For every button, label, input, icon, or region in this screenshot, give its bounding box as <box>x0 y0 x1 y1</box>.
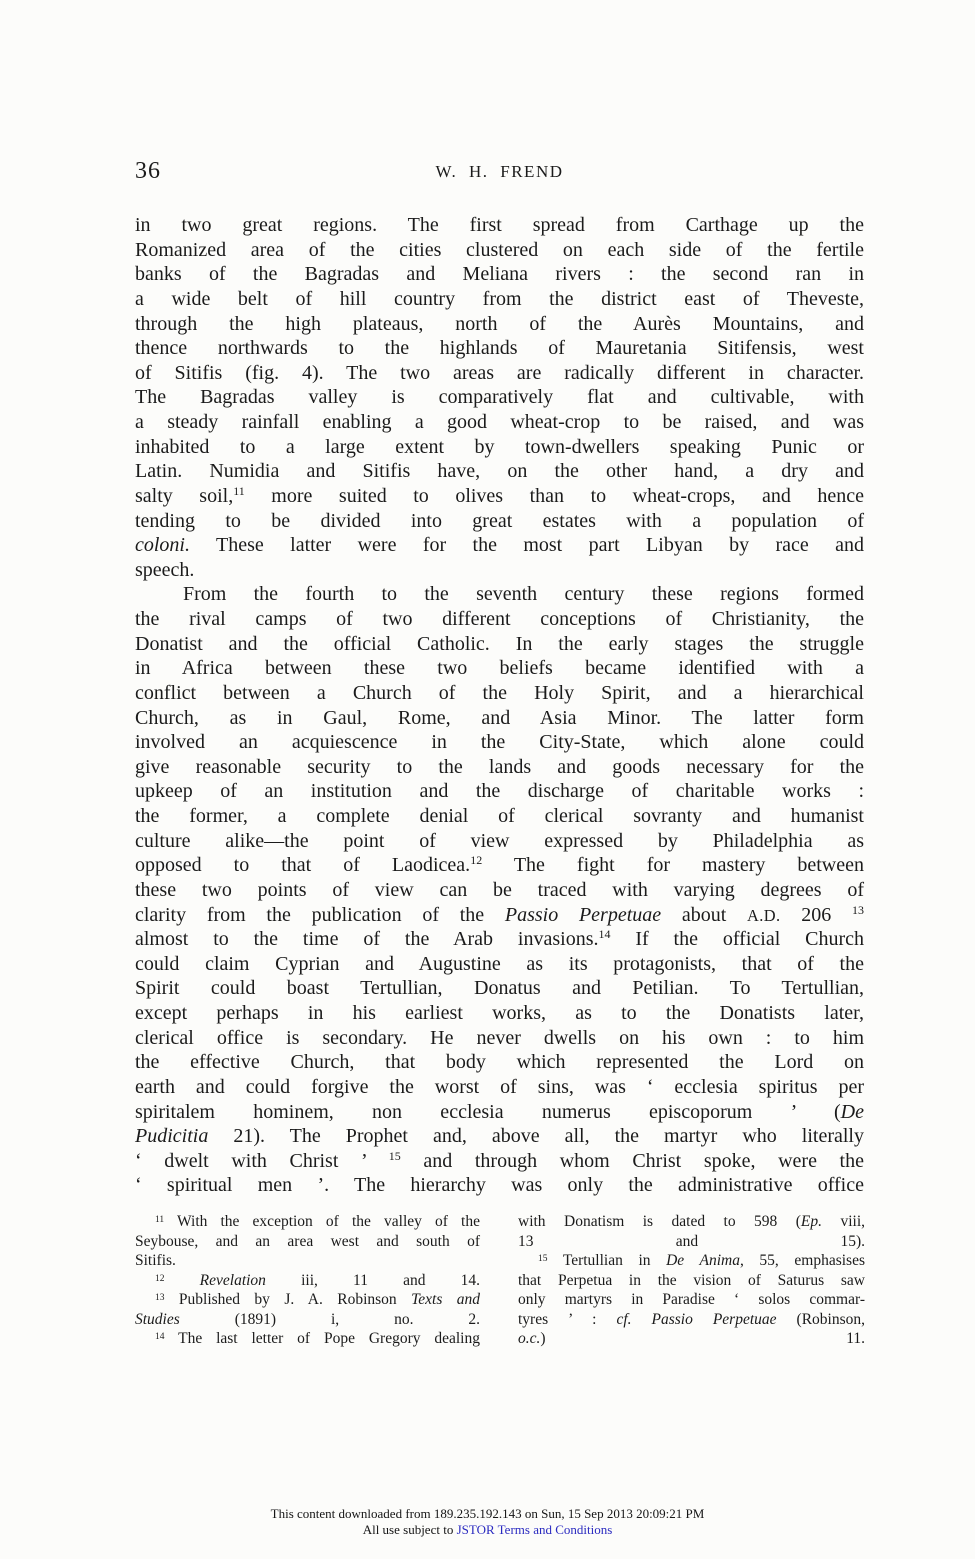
text-line: thence northwards to the highlands of Mauretania Sitifensis, west <box>135 337 864 360</box>
text-line: through the high plateaus, north of the Aurès Mountains, and <box>135 312 864 335</box>
text-line: Donatist and the official Catholic. In the early stages the struggle <box>135 632 864 655</box>
jstor-footer <box>0 1506 975 1538</box>
text-line: upkeep of an institution and the discharge of charitable works : <box>135 780 864 803</box>
footnote-line: $^{13}$ Published by J. A. Robinson Texts and <box>155 1291 481 1308</box>
text-line: in Africa between these two beliefs became identified with a <box>135 657 864 680</box>
text-line: Spirit could boast Tertullian, Donatus and Petilian. To Tertullian, <box>135 977 864 1000</box>
text-line: the rival camps of two different conceptions of Christianity, the <box>135 608 864 630</box>
text-line: ‘ spiritual men ’. The hierarchy was only the administrative office <box>135 1174 864 1197</box>
jstor-terms-link[interactable]: JSTOR Terms and Conditions <box>456 1522 613 1537</box>
footnote-line: Studies (1891) i, no. 2. <box>135 1310 480 1328</box>
text-line: of Sitifis (fig. 4). The two areas are radically different in character. <box>135 361 864 384</box>
footnote-line: tyres ’ : cf. Passio Perpetuae (Robinson, <box>518 1310 865 1328</box>
text-line: clerical office is secondary. He never dwells on his own : to him <box>135 1026 864 1049</box>
footnote-line: $^{15}$ Tertullian in De Anima, 55, emphasises <box>538 1252 865 1269</box>
page-header <box>135 158 864 186</box>
text-line: conflict between a Church of the Holy Spirit, and a hierarchical <box>135 681 864 704</box>
footnotes-right-column <box>518 1212 865 1349</box>
text-line: the effective Church, that body which represented the Lord on <box>135 1051 864 1074</box>
text-line: speech. <box>135 558 195 581</box>
footnotes-left-column <box>135 1212 480 1349</box>
text-line: a steady rainfall enabling a good wheat-crop to be raised, and was <box>135 411 864 433</box>
footnote-line: o.c.) 11. <box>518 1330 865 1347</box>
terms-prefix: All use subject to <box>362 1522 457 1537</box>
text-line: except perhaps in his earliest works, as to the Donatists later, <box>135 1002 864 1024</box>
text-line: spiritalem hominem, non ecclesia numerus episcoporum ’ (De <box>135 1100 864 1123</box>
article-body <box>135 213 864 1198</box>
footnote-line: only martyrs in Paradise ‘ solos commar- <box>518 1291 865 1308</box>
text-line: a wide belt of hill country from the district east of Theveste, <box>135 287 864 310</box>
text-line: the former, a complete denial of clerical sovranty and humanist <box>135 805 864 827</box>
footnote-line: that Perpetua in the vision of Saturus saw <box>518 1271 865 1289</box>
footnote-line: Seybouse, and an area west and south of <box>135 1232 480 1250</box>
text-line: Latin. Numidia and Sitifis have, on the other hand, a dry and <box>135 460 864 483</box>
footnote-line: $^{11}$ With the exception of the valley of the <box>155 1213 480 1230</box>
footnote-line: $^{12}$ Revelation iii, 11 and 14. <box>155 1271 480 1289</box>
running-title: W. H. FREND <box>435 162 564 181</box>
text-line: Romanized area of the cities clustered on each side of the fertile <box>135 238 864 261</box>
terms-line <box>0 1522 975 1538</box>
text-line: could claim Cyprian and Augustine as its protagonists, that of the <box>135 952 864 975</box>
text-line: clarity from the publication of the Passio Perpetuae about A.D. 206 $^{13}$ <box>135 902 864 926</box>
page-number: 36 <box>135 158 161 184</box>
text-line: earth and could forgive the worst of sins, was ‘ ecclesia spiritus per <box>135 1075 864 1098</box>
text-line: almost to the time of the Arab invasions.$^{14}$ If the official Church <box>135 927 864 951</box>
text-line: Pudicitia 21). The Prophet and, above all, the martyr who literally <box>135 1125 864 1148</box>
text-line: inhabited to a large extent by town-dwellers speaking Punic or <box>135 435 864 458</box>
footnote-line: with Donatism is dated to 598 (Ep. viii, <box>518 1213 866 1230</box>
text-line: From the fourth to the seventh century these regions formed <box>183 583 864 606</box>
text-line: involved an acquiescence in the City-State, which alone could <box>135 731 864 754</box>
text-line: these two points of view can be traced with varying degrees of <box>135 878 864 901</box>
text-line: opposed to that of Laodicea.$^{12}$ The fight for mastery between <box>135 853 864 877</box>
text-line: banks of the Bagradas and Meliana rivers : the second ran in <box>135 263 864 286</box>
text-line: ‘ dwelt with Christ ’ $^{15}$ and through whom Christ spoke, were the <box>135 1148 864 1172</box>
text-line: in two great regions. The first spread from Carthage up the <box>135 214 864 236</box>
footnote-line: 13 and 15). <box>518 1232 865 1250</box>
text-line: Church, as in Gaul, Rome, and Asia Minor. The latter form <box>135 706 864 729</box>
text-line: culture alike—the point of view expressed by Philadelphia as <box>135 829 864 852</box>
text-line: coloni. These latter were for the most part Libyan by race and <box>135 534 864 557</box>
footnote-line: Sitifis. <box>135 1252 176 1269</box>
text-line: The Bagradas valley is comparatively flat and cultivable, with <box>135 386 864 409</box>
text-line: salty soil,$^{11}$ more suited to olives than to wheat-crops, and hence <box>135 483 864 507</box>
text-line: give reasonable security to the lands and goods necessary for the <box>135 755 864 778</box>
text-line: tending to be divided into great estates with a population of <box>135 509 864 532</box>
footnote-line: $^{14}$ The last letter of Pope Gregory dealing <box>155 1330 480 1347</box>
download-notice: This content downloaded from 189.235.192.143 on Sun, 15 Sep 2013 20:09:21 PM <box>270 1506 705 1521</box>
